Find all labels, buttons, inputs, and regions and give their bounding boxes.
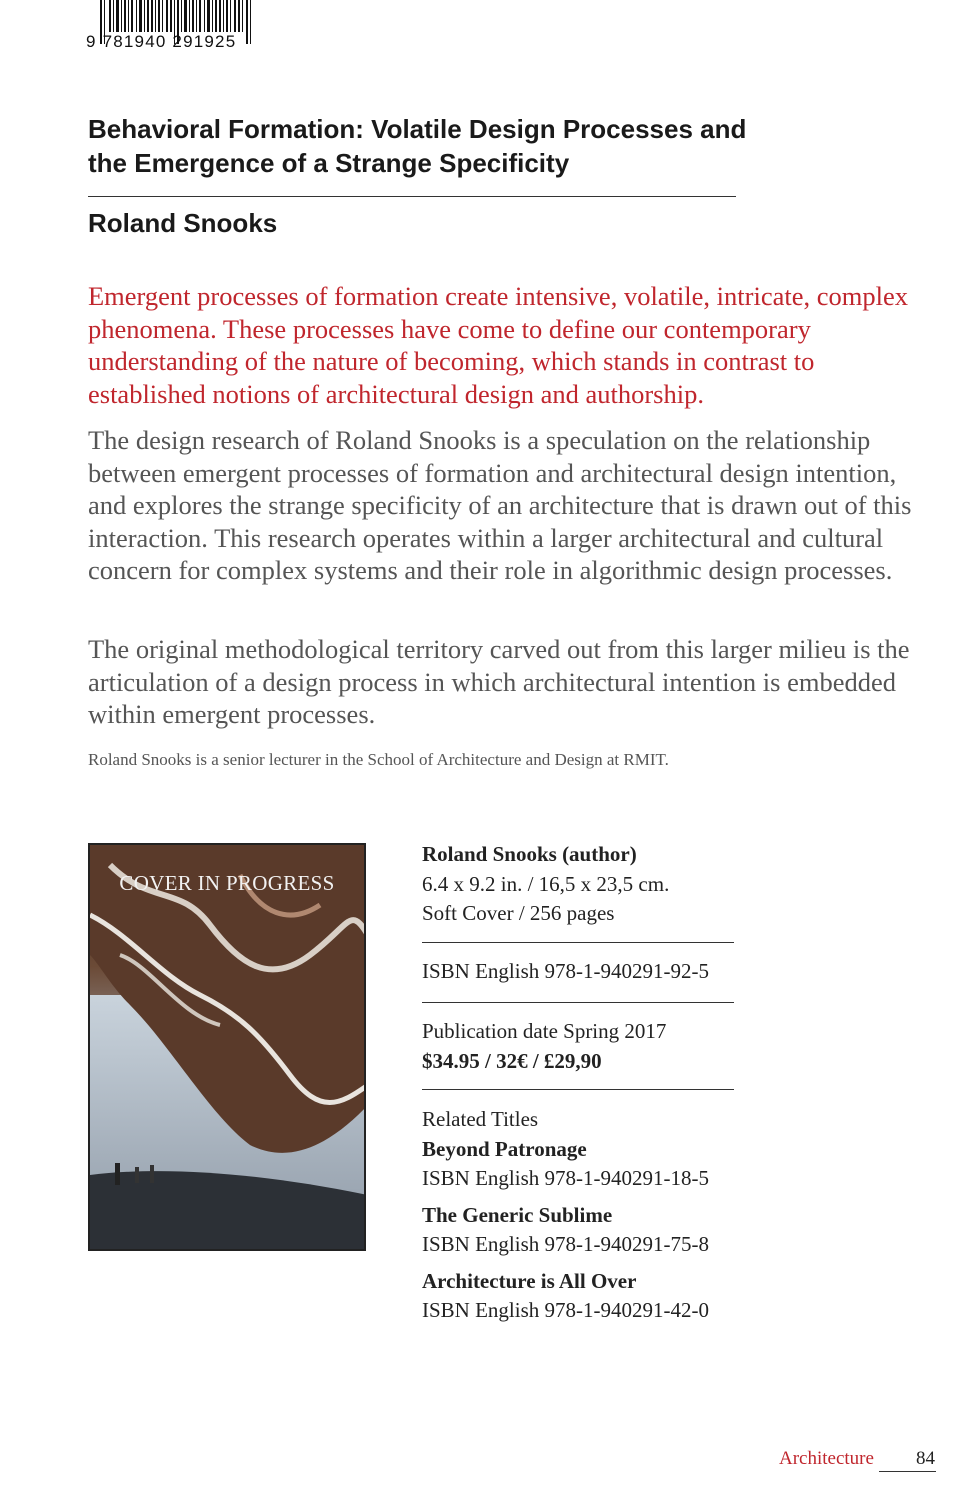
book-cover-image (88, 843, 366, 1251)
divider (422, 1089, 734, 1090)
section-label: Architecture (779, 1448, 874, 1469)
related-isbn: ISBN English 978-1-940291-42-0 (422, 1298, 709, 1322)
book-title: Behavioral Formation: Volatile Design Processes and the Emergence of a Strange Specificity (88, 114, 747, 178)
pricing-block (422, 1017, 742, 1076)
barcode-number: 9 781940 291925 (86, 32, 237, 51)
isbn-block (422, 957, 742, 987)
divider (422, 1002, 734, 1003)
related-item (422, 1135, 742, 1194)
book-specs (422, 840, 742, 929)
related-isbn: ISBN English 978-1-940291-75-8 (422, 1232, 709, 1256)
divider (422, 942, 734, 943)
cover-artwork-icon (90, 845, 366, 1251)
format: Soft Cover / 256 pages (422, 901, 615, 925)
related-item (422, 1201, 742, 1260)
related-heading: Related Titles (422, 1107, 539, 1131)
isbn-barcode (86, 0, 258, 54)
title-divider (88, 196, 736, 197)
author-bio: Roland Snooks is a senior lecturer in the School of Architecture and Design at RMIT. (88, 750, 669, 769)
cover-label: COVER IN PROGRESS (119, 871, 335, 895)
price: $34.95 / 32€ / £29,90 (422, 1048, 602, 1073)
footer-divider (879, 1471, 936, 1472)
dimensions: 6.4 x 9.2 in. / 16,5 x 23,5 cm. (422, 871, 670, 896)
author-credit: Roland Snooks (author) (422, 842, 637, 866)
page-number: 84 (916, 1448, 935, 1469)
lead-paragraph: Emergent processes of formation create intensive, volatile, intricate, complex phenomena. These processes have come to define our contemporary understanding of the nature of becoming, which stands in contrast to established notions of architectural design and authorship. (88, 281, 908, 409)
related-title: The Generic Sublime (422, 1202, 613, 1227)
related-isbn: ISBN English 978-1-940291-18-5 (422, 1166, 709, 1190)
related-titles (422, 1105, 742, 1326)
isbn: ISBN English 978-1-940291-92-5 (422, 959, 709, 983)
body-paragraph: The design research of Roland Snooks is a speculation on the relationship between emergent processes of formation and architectural design intention, and explores the strange specificity of an architecture that is drawn out of this interaction. This research operates within a larger architectural and cultural concern for complex systems and their role in algorithmic design processes. (88, 425, 912, 585)
body-paragraph: The original methodological territory carved out from this larger milieu is the articulation of a design process in which architectural intention is embedded within emergent processes. (88, 634, 910, 729)
related-title: Architecture is All Over (422, 1268, 637, 1293)
author-heading: Roland Snooks (88, 208, 278, 238)
publication-date: Publication date Spring 2017 (422, 1019, 667, 1043)
related-title: Beyond Patronage (422, 1136, 587, 1161)
related-item (422, 1267, 742, 1326)
